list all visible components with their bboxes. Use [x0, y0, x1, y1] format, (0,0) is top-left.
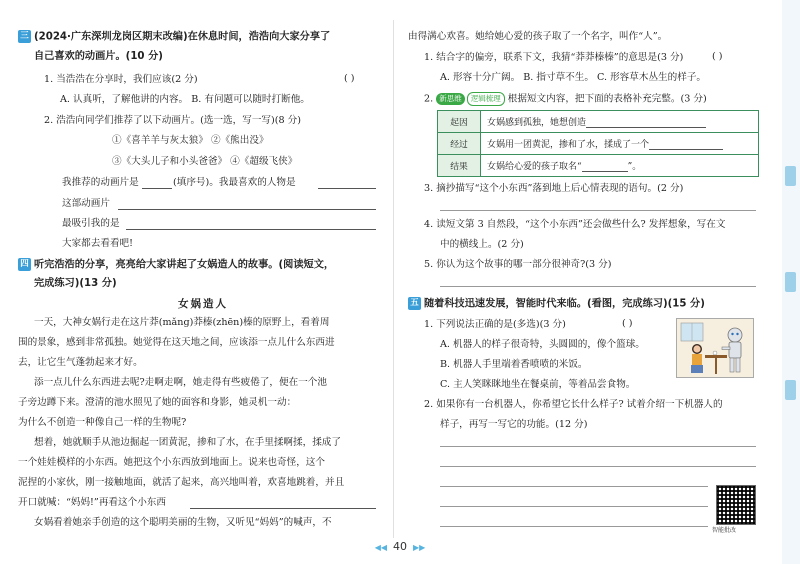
- s5-question-1: 1. 下列说法正确的是(多选)(3 分): [424, 319, 566, 330]
- side-tab[interactable]: [785, 272, 796, 292]
- fill-blank[interactable]: [142, 188, 172, 189]
- story-paragraph-line: 泥捏的小家伙，刚一接触地面，就活了起来，高兴地叫着，欢喜地跳着，并且: [18, 477, 345, 488]
- table-cell: 女娲感到孤独，她想创造: [481, 111, 759, 133]
- table-row: [438, 155, 759, 177]
- story-paragraph-line: 开口就喊：“妈妈!”再看这个小东西: [18, 497, 166, 508]
- qr-label: 智能批改: [712, 527, 737, 534]
- s4-question-1: 1. 结合字的偏旁，联系下文，我猜“莽莽榛榛”的意思是(3 分): [424, 52, 684, 63]
- story-paragraph-line: 围的景象，感到非常孤独。她觉得在这天地之间，应该添一点儿什么东西进: [18, 337, 335, 348]
- fill-line-2: 这部动画片: [62, 198, 110, 209]
- prev-page-arrow-icon[interactable]: ◀◀: [374, 543, 387, 552]
- side-tab[interactable]: [785, 380, 796, 400]
- table-row: [438, 133, 759, 155]
- table-fill-blank[interactable]: [586, 117, 706, 128]
- s4-question-4: 4. 读短文第 3 自然段，“这个小东西”还会做些什么? 发挥想象，写在文: [424, 219, 726, 230]
- section-5-badge: 五: [408, 297, 421, 310]
- fill-line-1b: (填序号)。我最喜欢的人物是: [173, 177, 296, 188]
- s4-question-2: 2. 新思维 逻辑梳理 根据短文内容，把下面的表格补充完整。(3 分): [424, 93, 707, 105]
- s3-q2-options-row2: ③《大头儿子和小头爸爸》 ④《超级飞侠》: [112, 156, 298, 167]
- s4-q1-answer-box[interactable]: ( ): [712, 51, 723, 62]
- fill-line-1a: 我推荐的动画片是: [62, 177, 139, 188]
- new-thinking-tag: 新思维: [436, 93, 465, 105]
- table-head-cell: 经过: [438, 133, 481, 155]
- s5-q1-answer-box[interactable]: ( ): [622, 318, 633, 329]
- s4-question-5: 5. 你认为这个故事的哪一部分很神奇?(3 分): [424, 259, 612, 270]
- table-fill-blank[interactable]: [649, 139, 723, 150]
- table-head-cell: 结果: [438, 155, 481, 177]
- fill-line-4: 大家都去看看吧!: [62, 238, 134, 249]
- table-cell: 女娲用一团黄泥，掺和了水，揉成了一个: [481, 133, 759, 155]
- s5-question-2-cont: 样子，再写一写它的功能。(12 分): [440, 419, 588, 430]
- s3-question-1: 1. 当浩浩在分享时，我们应该(2 分): [44, 74, 198, 85]
- story-paragraph-line: 添一点儿什么东西进去呢?走啊走啊，她走得有些疲倦了，便在一个池: [34, 377, 327, 388]
- s5-option-c: C. 主人笑眯眯地坐在餐桌前，等着品尝食物。: [440, 379, 636, 390]
- section-3-badge: 三: [18, 30, 31, 43]
- logic-tag: 逻辑梳理: [467, 92, 505, 106]
- s5-option-a: A. 机器人的样子很奇特，头圆圆的，像个篮球。: [440, 339, 645, 350]
- side-index-bar: [782, 0, 800, 564]
- answer-line[interactable]: [440, 506, 708, 507]
- story-paragraph-line: 去，让它生气蓬勃起来才好。: [18, 357, 143, 368]
- section-5-heading: 五 随着科技迅速发展，智能时代来临。(看图，完成练习)(15 分): [408, 297, 705, 312]
- section-3-heading: 三 (2024·广东深圳龙岗区期末改编)在休息时间，浩浩向大家分享了: [18, 30, 330, 45]
- s5-question-2: 2. 如果你有一台机器人，你希望它长什么样子? 试着介绍一下机器人的: [424, 399, 723, 410]
- fill-line-3: 最吸引我的是: [62, 218, 120, 229]
- table-fill-blank[interactable]: [582, 161, 628, 172]
- story-paragraph-line: 一个娃娃模样的小东西。她把这个小东西放到地面上。说来也奇怪，这个: [18, 457, 325, 468]
- story-continuation: 由得满心欢喜。她给她心爱的孩子取了一个名字，叫作“人”。: [408, 31, 668, 42]
- section-4-heading: 四 听完浩浩的分享，亮亮给大家讲起了女娲造人的故事。(阅读短文，: [18, 258, 334, 273]
- story-paragraph-line: 想着，她就顺手从池边掘起一团黄泥，掺和了水，在手里揉啊揉，揉成了: [34, 437, 341, 448]
- fill-blank[interactable]: [126, 229, 376, 230]
- section-4-badge: 四: [18, 258, 31, 271]
- section-4-heading-cont: 完成练习)(13 分): [34, 278, 117, 289]
- answer-line[interactable]: [440, 446, 756, 447]
- answer-line[interactable]: [440, 210, 756, 211]
- s4-q1-options: A. 形容十分广阔。 B. 指寸草不生。 C. 形容草木丛生的样子。: [440, 72, 707, 83]
- qr-code[interactable]: [716, 485, 756, 525]
- story-paragraph-line: 为什么不创造一种像自己一样的生物呢?: [18, 417, 187, 428]
- story-paragraph-line: 一天，大神女娲行走在这片莽(mǎng)莽榛(zhēn)榛的原野上，看着周: [34, 317, 330, 328]
- story-title: 女娲造人: [178, 298, 228, 310]
- page-number-bar: [0, 540, 800, 553]
- s4-question-3: 3. 摘抄描写“这个小东西”落到地上后心情表现的语句。(2 分): [424, 183, 684, 194]
- story-paragraph-line: 子旁边蹲下来。澄清的池水照见了她的面容和身影，她灵机一动：: [18, 397, 297, 408]
- fill-blank[interactable]: [318, 188, 376, 189]
- s3-q1-options: A. 认真听，了解他讲的内容。 B. 有问题可以随时打断他。: [60, 94, 310, 105]
- next-page-arrow-icon[interactable]: ▶▶: [413, 543, 426, 552]
- answer-line[interactable]: [440, 466, 756, 467]
- side-tab[interactable]: [785, 166, 796, 186]
- page-number: 40: [393, 540, 407, 553]
- robot-illustration: [676, 318, 754, 378]
- s3-question-2: 2. 浩浩向同学们推荐了以下动画片。(选一选，写一写)(8 分): [44, 115, 301, 126]
- column-divider: [393, 20, 394, 538]
- s4-question-4-cont: 中的横线上。(2 分): [440, 239, 524, 250]
- story-fill-blank[interactable]: [190, 508, 376, 509]
- answer-line[interactable]: [440, 486, 708, 487]
- section-3-heading-cont: 自己喜欢的动画片。(10 分): [34, 51, 163, 62]
- table-cell: 女娲给心爱的孩子取名“ ”。: [481, 155, 759, 177]
- story-paragraph-line: 女娲看着她亲手创造的这个聪明美丽的生物，又听见“妈妈”的喊声，不: [34, 517, 332, 528]
- table-row: [438, 111, 759, 133]
- s5-option-b: B. 机器人手里端着香喷喷的米饭。: [440, 359, 588, 370]
- s3-q1-answer-box[interactable]: ( ): [344, 73, 355, 84]
- fill-blank[interactable]: [118, 209, 376, 210]
- answer-line[interactable]: [440, 526, 708, 527]
- answer-line[interactable]: [440, 286, 756, 287]
- s3-q2-options-row1: ①《喜羊羊与灰太狼》 ②《熊出没》: [112, 135, 269, 146]
- story-table: [437, 110, 759, 177]
- table-head-cell: 起因: [438, 111, 481, 133]
